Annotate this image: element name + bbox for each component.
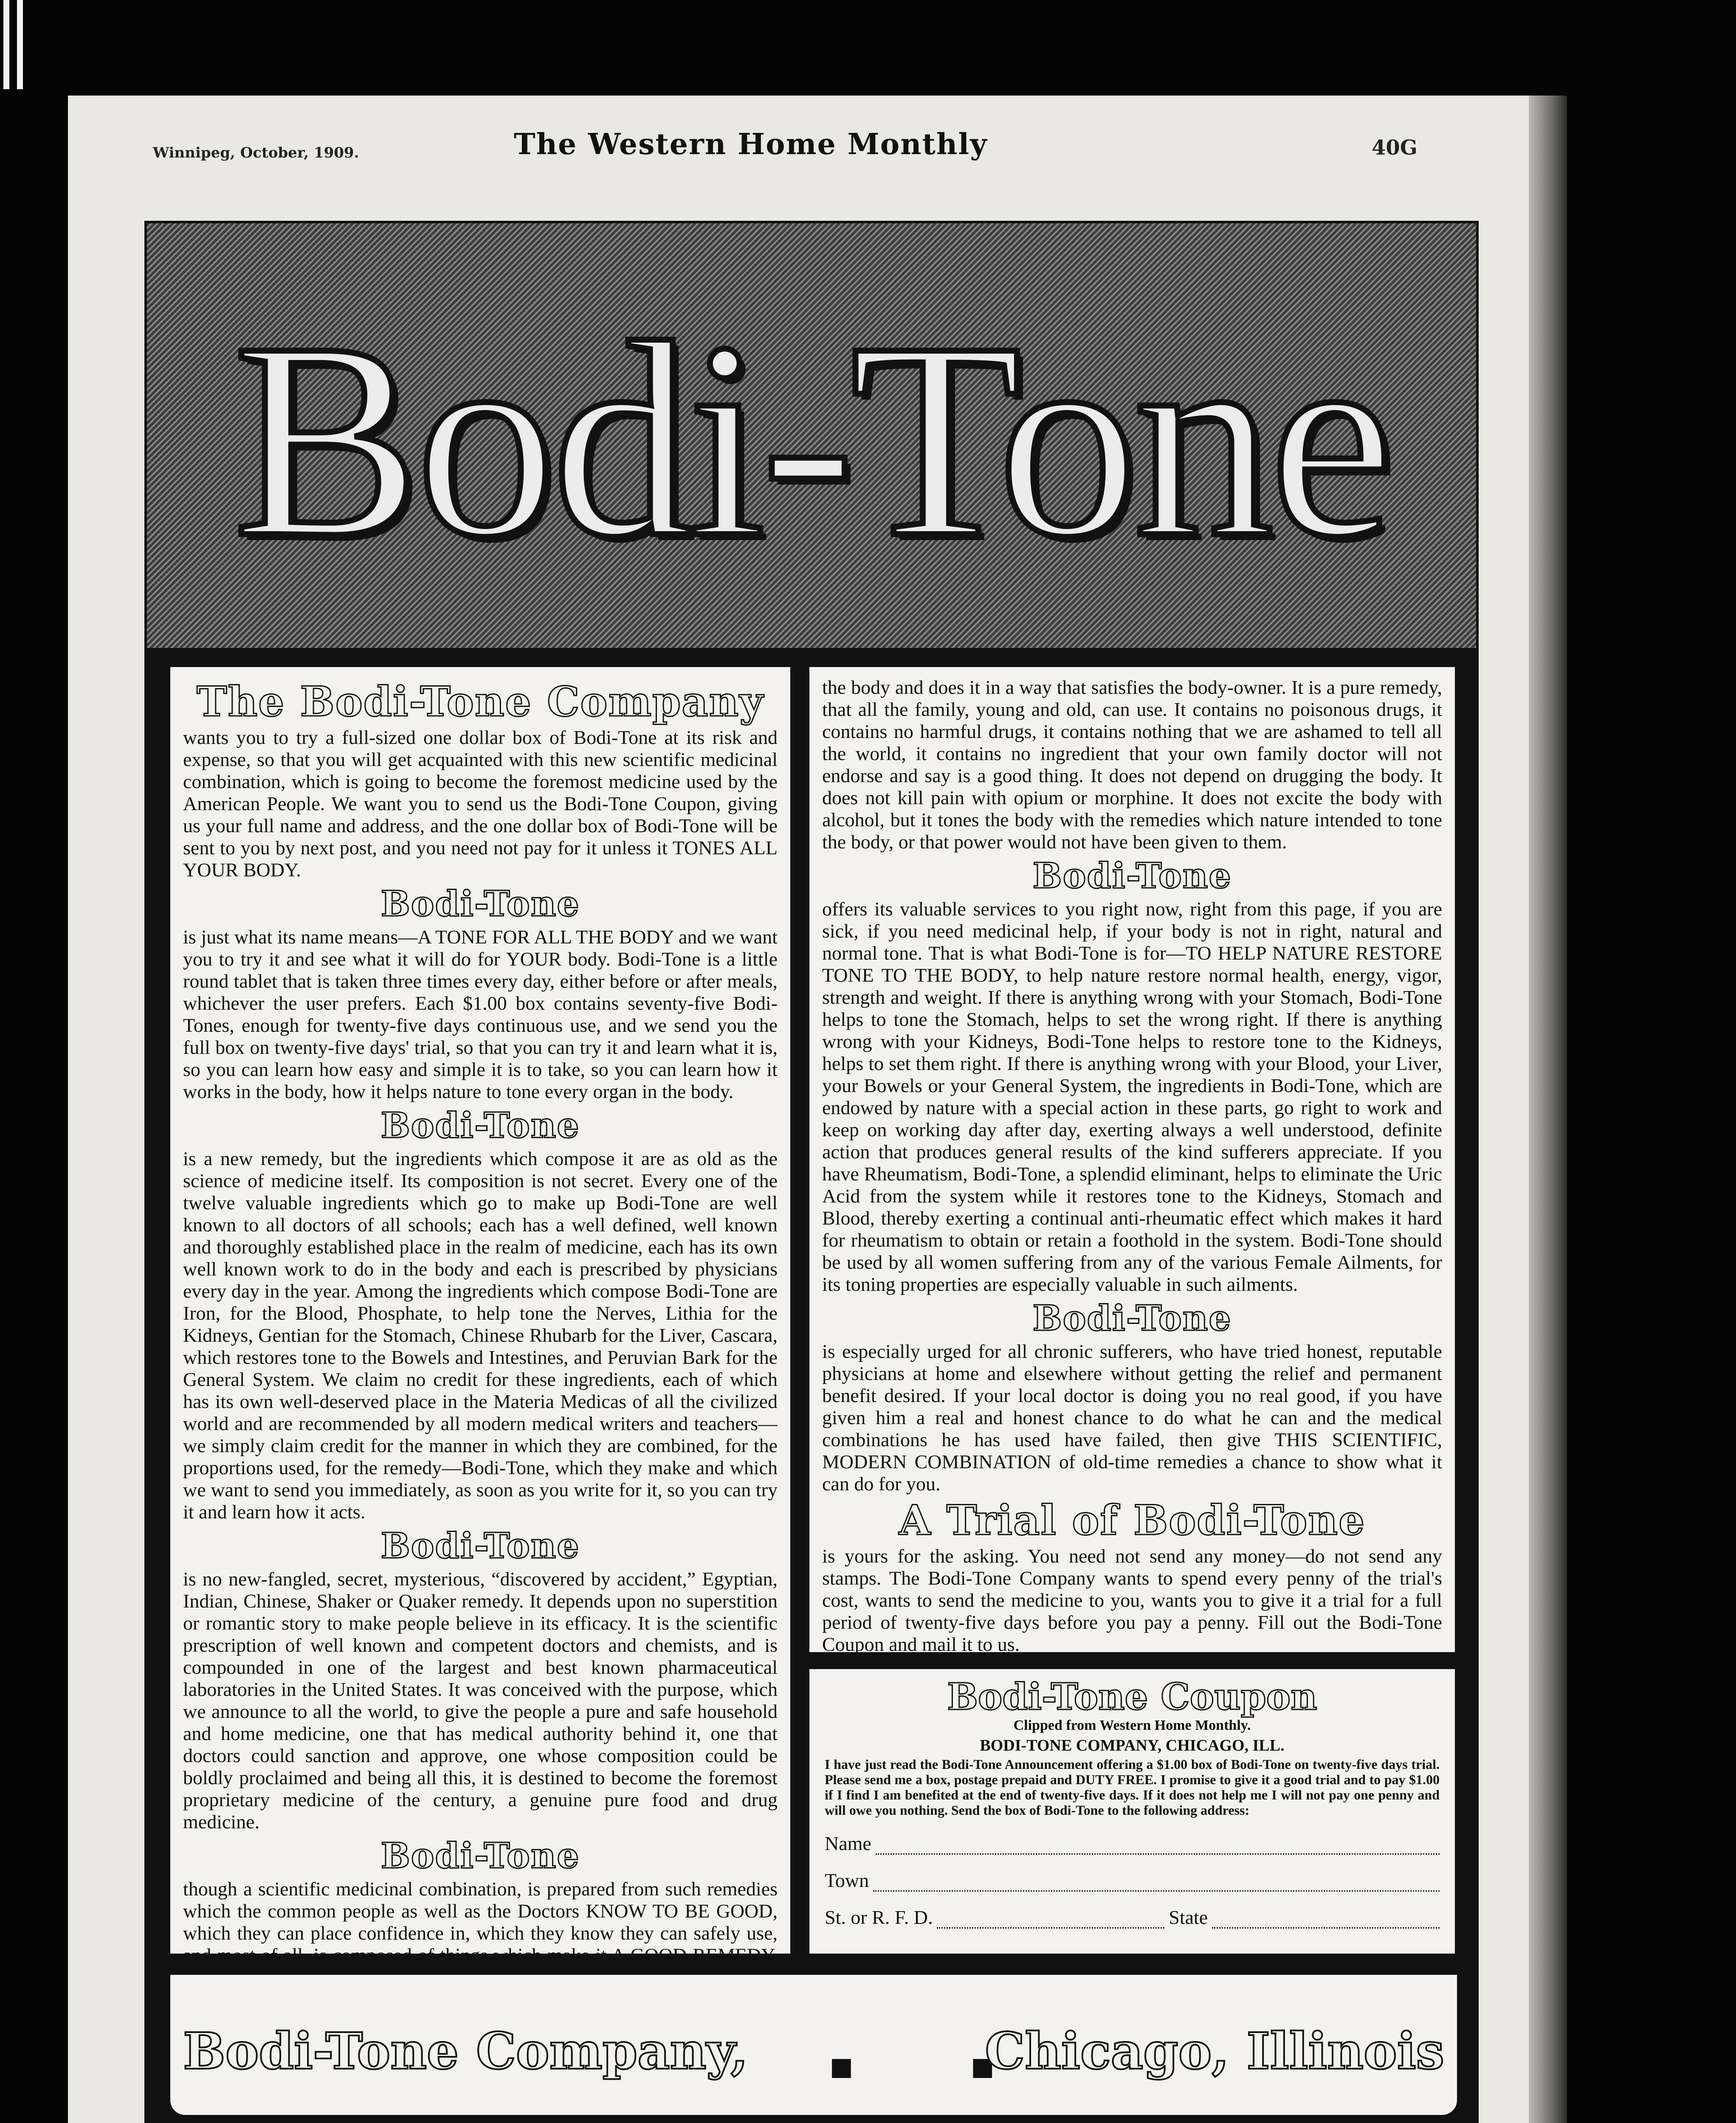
paragraph-intro: wants you to try a full-sized one dollar box of Bodi-Tone at its risk and expense, so that you will get acquainted with this new scientific medicinal combination, which is going to become the foremost medicine used by the American People. We want you to send us the Bodi-Tone Coupon, giving us your full name and address, and the one dollar box of Bodi-Tone will be sent to you by next post, and you need not pay for it unless it TONES ALL YOUR BODY. xyxy=(183,726,778,881)
street-label: St. or R. F. D. xyxy=(825,1906,933,1928)
heading-trial: A Trial of Bodi-Tone xyxy=(899,1496,1366,1544)
paragraph-chronic-sufferers: is especially urged for all chronic sufferers, who have tried honest, reputable physicians at home and elsewhere without getting the relief and permanent benefit desired. If your local doctor is doing you no real good, if you have given him a real and honest chance to do what he can and the medical combinations he has used have failed, then give THIS SCIENTIFIC, MODERN COMBINATION of old-time remedies a chance to show what it can do for you. xyxy=(822,1340,1442,1495)
heading-bodi-tone-2: Bodi-Tone xyxy=(380,1105,580,1146)
footer-company-name: Bodi-Tone Company, xyxy=(183,2022,748,2081)
paragraph-ingredients: is a new remedy, but the ingredients which compose it are as old as the science of medicine itself. Its composition is not secret. Every one of the twelve valuable ingredients which go to make up Bodi-Tone are well known to all doctors of all schools; each has a well defined, well known and thoroughly established place in the realm of medicine, each has its own well known work to do in the body and each is prescribed by physicians every day in the year. Among the ingredients which compose Bodi-Tone are Iron, for the Blood, Phosphate, to help tone the Nerves, Lithia for the Kidneys, Gentian for the Stomach, Chinese Rhubarb for the Liver, Cascara, which restores tone to the Bowels and Intestines, and Peruvian Bark for the General System. We claim no credit for these ingredients, each of which has its own well-deserved place in the Materia Medicas of all the civilized world and are recommended by all modern medical writers and teachers—we simply claim credit for the manner in which they are combined, for the proportions used, for the remedy—Bodi-Tone, which they make and which we want to send you immediately, as soon as you write for it, so you can try it and learn how it acts. xyxy=(183,1148,778,1523)
right-text-column xyxy=(807,665,1457,1654)
town-label: Town xyxy=(825,1870,869,1891)
heading-bodi-tone-5: Bodi-Tone xyxy=(1032,856,1232,896)
coupon-town-field[interactable] xyxy=(825,1869,1440,1892)
page-header xyxy=(85,127,1516,166)
order-coupon[interactable] xyxy=(807,1667,1457,1956)
footer-location: Chicago, Illinois xyxy=(985,2022,1444,2081)
coupon-body-text: I have just read the Bodi-Tone Announcement offering a $1.00 box of Bodi-Tone on twenty-five days trial. Please send me a box, postage prepaid and DUTY FREE. I promise to give it a good trial and to pay $1.00 if I find I am benefited at the end of twenty-five days. If it does not help me I will not pay one penny and will owe you nothing. Send the box of Bodi-Tone to the following address: xyxy=(825,1757,1440,1818)
paragraph-name-meaning: is just what its name means—A TONE FOR ALL THE BODY and we want you to try it and see what it will do for YOUR body. Bodi-Tone is a little round tablet that is taken three times every day, either before or after meals, whichever the user prefers. Each $1.00 box contains seventy-five Bodi-Tones, enough for twenty-five days continuous use, and we send you the full box on twenty-five days' trial, so that you can try it and learn what it is, so you can learn how easy and simple it is to take, so you can learn how it works in the body, how it helps nature to tone every organ in the body. xyxy=(183,926,778,1102)
header-page-number: 40G xyxy=(1372,136,1418,160)
page-spine-shadow xyxy=(1529,96,1567,2123)
heading-bodi-tone-1: Bodi-Tone xyxy=(380,884,580,924)
street-line[interactable] xyxy=(937,1911,1164,1929)
footer-separator: ▪ ▪ xyxy=(829,2043,1047,2088)
paragraph-continued: the body and does it in a way that satisfies the body-owner. It is a pure remedy, that all the family, young and old, can use. It contains no poisonous drugs, it contains no harmful drugs, it contains nothing that we are ashamed to tell all the world, it contains no ingredient that your own family doctor will not endorse and say is a good thing. It does not depend on drugging the body. It does not kill pain with opium or morphine. It does not excite the body with alcohol, but it tones the body with the remedies which nature intended to tone the body, or that power would not have been given to them. xyxy=(822,676,1442,853)
coupon-name-field[interactable] xyxy=(825,1832,1440,1855)
header-masthead: The Western Home Monthly xyxy=(514,127,988,161)
heading-bodi-tone-6: Bodi-Tone xyxy=(1032,1298,1232,1339)
header-dateline: Winnipeg, October, 1909. xyxy=(153,144,359,161)
name-line[interactable] xyxy=(876,1837,1440,1855)
paragraph-not-secret: is no new-fangled, secret, mysterious, “discovered by accident,” Egyptian, Indian, Chinese, Shaker or Quaker remedy. It depends upon no superstition or romantic story to make people believe in its efficacy. It is the scientific prescription of well known and competent doctors and chemists, and is compounded in one of the largest and best known pharmaceutical laboratories in the United States. It was conceived with the purpose, which we announce to all the world, to give the people a pure and safe household and home medicine, one that has medical authority behind it, one that doctors could sanction and approve, one whose composition could be boldly proclaimed and being all this, it is destined to become the foremost proprietary medicine of the century, a genuine pure food and drug medicine. xyxy=(183,1568,778,1833)
coupon-street-field[interactable] xyxy=(825,1906,1440,1929)
bodi-tone-advertisement xyxy=(144,221,1479,2123)
ad-footer xyxy=(168,1973,1459,2117)
paragraph-trial: is yours for the asking. You need not send any money—do not send any stamps. The Bodi-Tone Company wants to spend every penny of the trial's cost, wants to send the medicine to you, wants you to give it a trial for a full period of twenty-five days before you pay a penny. Fill out the Bodi-Tone Coupon and mail it to us. xyxy=(822,1545,1442,1655)
state-label: State xyxy=(1169,1906,1208,1928)
heading-bodi-tone-3: Bodi-Tone xyxy=(380,1526,580,1566)
paragraph-services: offers its valuable services to you right now, right from this page, if you are sick, if you need medicinal help, if your body is not in right, natural and normal tone. That is what Bodi-Tone is for—TO HELP NATURE RESTORE TONE TO THE BODY, to help nature restore normal health, energy, vigor, strength and weight. If there is anything wrong with your Stomach, Bodi-Tone helps to tone the Stomach, helps to set the wrong right. If there is anything wrong with your Kidneys, Bodi-Tone helps to restore tone to the Kidneys, helps to set them right. If there is anything wrong with your Blood, your Liver, your Bowels or your General System, the ingredients in Bodi-Tone, which are endowed by nature with a special action in these parts, go right to work and keep on working day after day, exerting always a well understood, definite action that produces general results of the kind sufferers appreciate. If you have Rheumatism, Bodi-Tone, a splendid eliminant, helps to eliminate the Uric Acid from the system while it restores tone to the Kidneys, Stomach and Blood, thereby exerting a continual anti-rheumatic effect which makes it hard for rheumatism to obtain or retain a foothold in the system. Bodi-Tone should be used by all women suffering from any of the various Female Ailments, for its toning properties are especially valuable in such ailments. xyxy=(822,898,1442,1295)
film-edge-mark-top-2 xyxy=(17,0,23,89)
coupon-subtitle: Clipped from Western Home Monthly. xyxy=(1013,1718,1251,1733)
coupon-address: BODI-TONE COMPANY, CHICAGO, ILL. xyxy=(980,1737,1285,1754)
state-line[interactable] xyxy=(1212,1911,1440,1929)
ad-banner xyxy=(147,223,1476,648)
name-label: Name xyxy=(825,1833,871,1854)
coupon-title: Bodi-Tone Coupon xyxy=(947,1675,1317,1718)
banner-title: Bodi-Tone xyxy=(233,284,1390,595)
heading-bodi-tone-4: Bodi-Tone xyxy=(380,1836,580,1876)
town-line[interactable] xyxy=(873,1874,1440,1892)
film-edge-mark-top-1 xyxy=(3,0,9,89)
left-text-column xyxy=(168,665,792,1966)
heading-company: The Bodi-Tone Company xyxy=(196,678,764,726)
paragraph-good-remedy: though a scientific medicinal combination, is prepared from such remedies which the common people as well as the Doctors KNOW TO BE GOOD, which they can place confidence in, which they know they can safely use, and most of all, is composed of things which make it A GOOD REMEDY. xyxy=(183,1878,778,1966)
